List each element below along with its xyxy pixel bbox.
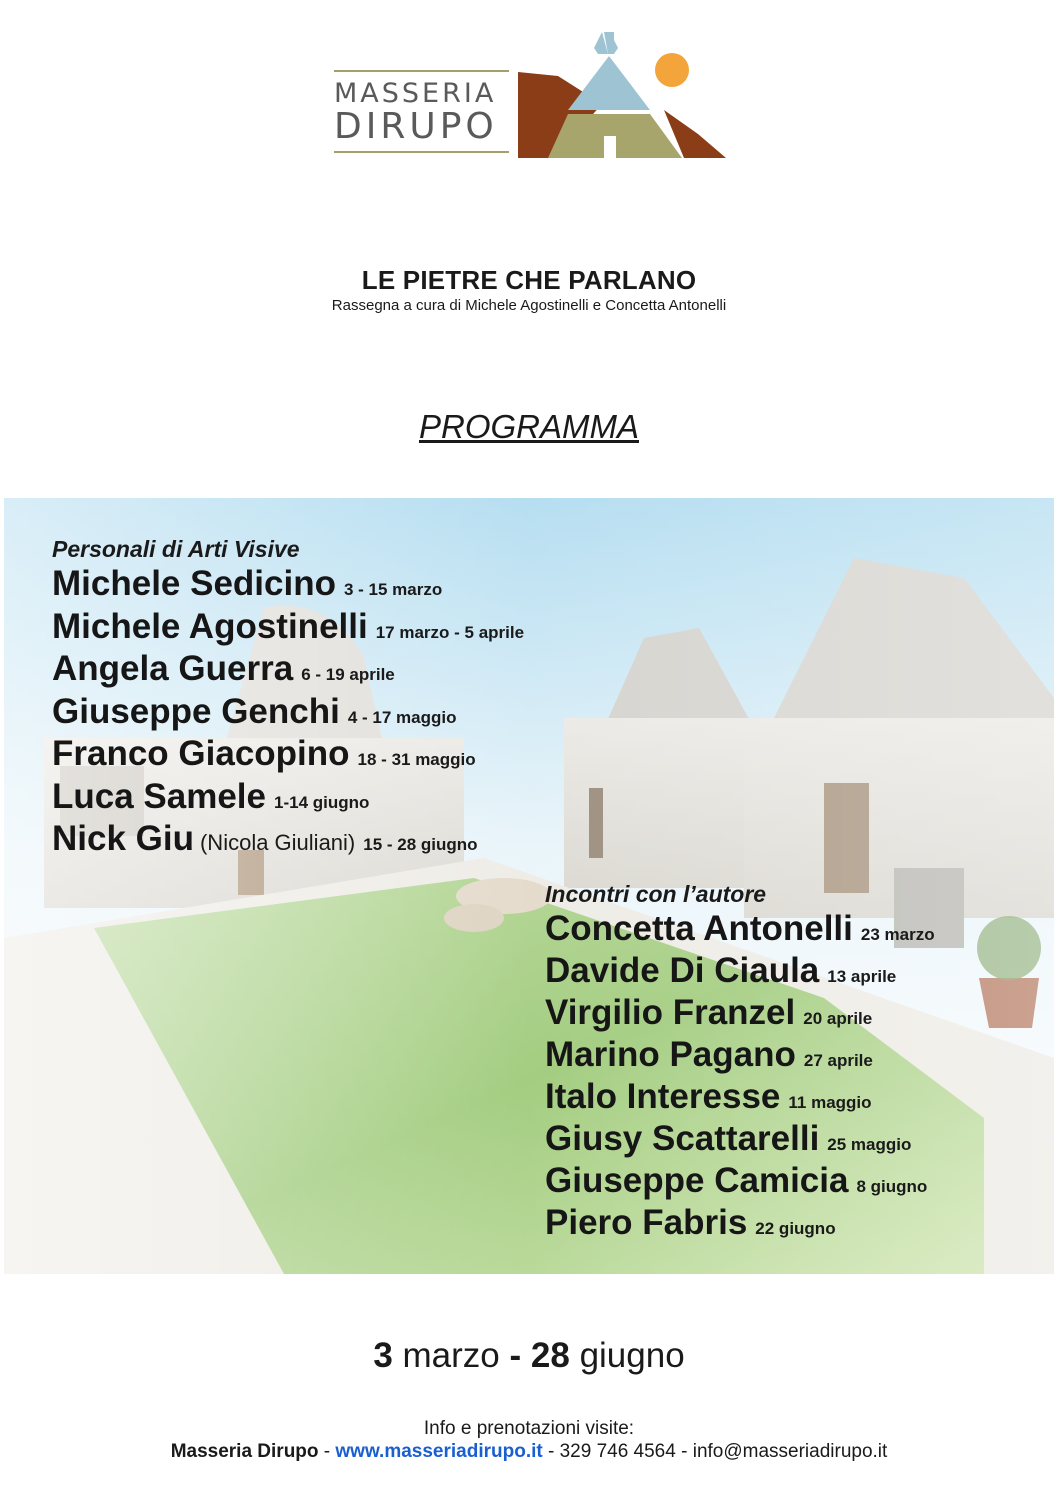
arti-visive-section bbox=[52, 535, 524, 861]
incontri-section bbox=[545, 880, 935, 1244]
meeting-date: 8 giugno bbox=[856, 1177, 928, 1196]
range-end-month: giugno bbox=[579, 1336, 685, 1375]
arti-item bbox=[52, 648, 524, 691]
meeting-date: 27 aprile bbox=[803, 1051, 873, 1070]
exhibit-dates: 17 marzo - 5 aprile bbox=[375, 622, 525, 642]
meeting-date: 23 marzo bbox=[860, 925, 935, 944]
contact-line bbox=[0, 1441, 1058, 1463]
artist-name: Angela Guerra bbox=[52, 649, 294, 688]
meeting-date: 22 giugno bbox=[755, 1219, 836, 1238]
author-name: Virgilio Franzel bbox=[545, 993, 796, 1032]
exhibit-dates: 15 - 28 giugno bbox=[363, 835, 478, 854]
email-link[interactable]: info@masseriadirupo.it bbox=[692, 1441, 888, 1462]
masseria-dirupo-logo bbox=[334, 32, 734, 162]
meeting-date: 13 aprile bbox=[827, 967, 897, 986]
incontro-item bbox=[545, 908, 935, 950]
event-date-range bbox=[0, 1336, 1058, 1376]
separator: - bbox=[542, 1441, 560, 1462]
arti-visive-heading: Personali di Arti Visive bbox=[52, 536, 300, 562]
incontro-item bbox=[545, 1202, 935, 1244]
artist-real-name: (Nicola Giuliani) bbox=[199, 830, 356, 855]
arti-item bbox=[52, 818, 524, 861]
logo-rule-bottom bbox=[334, 151, 509, 153]
incontro-item bbox=[545, 1076, 935, 1118]
artist-name: Michele Agostinelli bbox=[52, 606, 368, 646]
info-label: Info e prenotazioni visite: bbox=[423, 1418, 635, 1439]
logo-rule-top bbox=[334, 70, 509, 72]
artist-name: Franco Giacopino bbox=[52, 734, 350, 773]
artist-name: Nick Giu bbox=[52, 819, 194, 858]
separator: - bbox=[318, 1441, 336, 1462]
author-name: Giusy Scattarelli bbox=[545, 1119, 820, 1158]
trullo-logo-icon bbox=[518, 32, 728, 162]
arti-item bbox=[52, 776, 524, 819]
separator: - bbox=[675, 1441, 693, 1462]
author-name: Marino Pagano bbox=[545, 1035, 796, 1074]
event-subtitle: Rassegna a cura di Michele Agostinelli e Concetta Antonelli bbox=[331, 297, 727, 314]
range-start-month: marzo bbox=[402, 1336, 500, 1375]
meeting-date: 20 aprile bbox=[803, 1009, 873, 1028]
incontro-item bbox=[545, 1034, 935, 1076]
meeting-date: 25 maggio bbox=[827, 1135, 912, 1154]
logo-wordmark bbox=[334, 70, 509, 153]
org-name: Masseria Dirupo bbox=[170, 1441, 319, 1462]
author-name: Piero Fabris bbox=[545, 1203, 748, 1242]
exhibit-dates: 3 - 15 marzo bbox=[343, 580, 443, 599]
incontro-item bbox=[545, 992, 935, 1034]
meeting-date: 11 maggio bbox=[788, 1093, 872, 1112]
arti-item bbox=[52, 606, 524, 649]
incontro-item bbox=[545, 1118, 935, 1160]
incontro-item bbox=[545, 950, 935, 992]
incontro-item bbox=[545, 1160, 935, 1202]
programma-heading: PROGRAMMA bbox=[418, 408, 639, 445]
phone-number[interactable]: 329 746 4564 bbox=[559, 1441, 676, 1462]
artist-name: Michele Sedicino bbox=[52, 564, 336, 603]
exhibit-dates: 4 - 17 maggio bbox=[347, 707, 457, 727]
range-end-day: 28 bbox=[530, 1336, 570, 1375]
arti-item bbox=[52, 733, 524, 776]
author-name: Davide Di Ciaula bbox=[545, 951, 820, 990]
logo-word-masseria: MASSERIA bbox=[334, 78, 497, 109]
logo-word-dirupo: DIRUPO bbox=[334, 106, 498, 147]
arti-item bbox=[52, 563, 524, 606]
exhibit-dates: 6 - 19 aprile bbox=[301, 665, 395, 684]
artist-name: Giuseppe Genchi bbox=[52, 691, 340, 731]
website-link[interactable]: www.masseriadirupo.it bbox=[335, 1441, 543, 1462]
author-name: Giuseppe Camicia bbox=[545, 1161, 849, 1200]
event-title: LE PIETRE CHE PARLANO bbox=[361, 265, 697, 295]
author-name: Concetta Antonelli bbox=[545, 909, 853, 948]
range-start-day: 3 bbox=[373, 1336, 393, 1375]
range-separator: - bbox=[509, 1336, 522, 1375]
incontri-heading: Incontri con l’autore bbox=[545, 881, 767, 907]
artist-name: Luca Samele bbox=[52, 776, 266, 816]
arti-item bbox=[52, 691, 524, 734]
author-name: Italo Interesse bbox=[545, 1077, 781, 1116]
exhibit-dates: 1-14 giugno bbox=[274, 792, 370, 812]
exhibit-dates: 18 - 31 maggio bbox=[357, 750, 476, 769]
